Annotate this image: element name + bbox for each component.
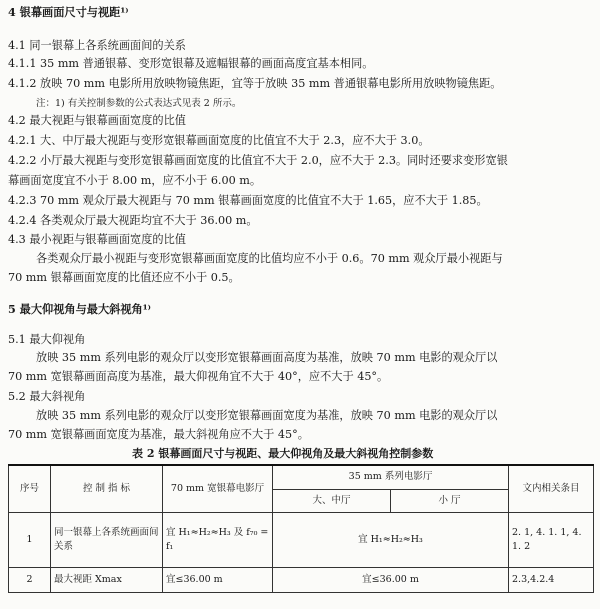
- table-row: [9, 513, 594, 568]
- row-2-no: 2: [9, 568, 51, 593]
- clause-4-2-2-cont: 幕画面宽度宜不小于 8.00 m，应不小于 6.00 m。: [8, 174, 262, 187]
- table-header-row-1: [9, 465, 594, 489]
- clause-5-2-text: 放映 35 mm 系列电影的观众厅以变形宽银幕画面宽度为基准，放映 70 mm 电影的观众厅以: [36, 409, 498, 422]
- clause-5-1-text-cont: 70 mm 宽银幕画面高度为基准，最大仰视角宜不大于 40°，应不大于 45°。: [8, 370, 389, 383]
- clause-4-3-text: 各类观众厅最小视距与变形宽银幕画面宽度的比值均应不小于 0.6。70 mm 观众厅最小视距与: [36, 252, 503, 265]
- row-2-ref: 2.3,4.2.4: [509, 568, 594, 593]
- clause-5-2-text-cont: 70 mm 宽银幕画面宽度为基准，最大斜视角应不大于 45°。: [8, 428, 309, 441]
- row-1-no: 1: [9, 513, 51, 568]
- table-caption: 表 2 银幕画面尺寸与视距、最大仰视角及最大斜视角控制参数: [132, 447, 434, 460]
- clause-5-1-text: 放映 35 mm 系列电影的观众厅以变形宽银幕画面高度为基准，放映 70 mm 电影的观众厅以: [36, 351, 498, 364]
- clause-4-1-2: 4.1.2 放映 70 mm 电影所用放映物镜焦距，宜等于放映 35 mm 普通银幕电影所用放映物镜焦距。: [8, 77, 502, 90]
- clause-4-2-1: 4.2.1 大、中厅最大视距与变形宽银幕画面宽度的比值宜不大于 2.3，应不大于 3.0。: [8, 134, 430, 147]
- parameter-table: [8, 464, 594, 593]
- footnote: 注：1) 有关控制参数的公式表达式见表 2 所示。: [36, 98, 242, 109]
- header-small-hall: 小 厅: [391, 489, 509, 512]
- row-1-ref: 2. 1, 4. 1. 1, 4. 1. 2: [509, 513, 594, 568]
- clause-4-3-text-cont: 70 mm 银幕画面宽度的比值还应不小于 0.5。: [8, 271, 240, 284]
- section-heading-5: 5 最大仰视角与最大斜视角¹⁾: [8, 302, 151, 316]
- row-1-35mm: 宜 H₁≈H₂≈H₃: [273, 513, 509, 568]
- header-70mm: 70 mm 宽银幕电影厅: [163, 465, 273, 513]
- header-no: 序号: [9, 465, 51, 513]
- clause-4-2-3: 4.2.3 70 mm 观众厅最大视距与 70 mm 银幕画面宽度的比值宜不大于 1.65，应不大于 1.85。: [8, 194, 488, 207]
- row-2-item: 最大视距 Xmax: [51, 568, 163, 593]
- clause-heading-4-2: 4.2 最大视距与银幕画面宽度的比值: [8, 114, 186, 127]
- header-large-hall: 大、中厅: [273, 489, 391, 512]
- header-ref: 文内相关条目: [509, 465, 594, 513]
- row-2-35mm: 宜≤36.00 m: [273, 568, 509, 593]
- clause-heading-4-3: 4.3 最小视距与银幕画面宽度的比值: [8, 233, 186, 246]
- row-1-item: 同一银幕上各系统画面间关系: [51, 513, 163, 568]
- row-2-70mm: 宜≤36.00 m: [163, 568, 273, 593]
- header-item: 控 制 指 标: [51, 465, 163, 513]
- row-1-70mm: 宜 H₁≈H₂≈H₃ 及 f₇₀ = f₁: [163, 513, 273, 568]
- header-35mm: 35 mm 系列电影厅: [273, 465, 509, 489]
- clause-4-2-2: 4.2.2 小厅最大视距与变形宽银幕画面宽度的比值宜不大于 2.0，应不大于 2.3。同时还要求变形宽银: [8, 154, 508, 167]
- clause-4-2-4: 4.2.4 各类观众厅最大视距均宜不大于 36.00 m。: [8, 214, 258, 227]
- clause-heading-5-2: 5.2 最大斜视角: [8, 390, 86, 403]
- table-row: [9, 568, 594, 593]
- section-heading-4: 4 银幕画面尺寸与视距¹⁾: [8, 5, 129, 19]
- clause-heading-4-1: 4.1 同一银幕上各系统画面间的关系: [8, 39, 186, 52]
- clause-heading-5-1: 5.1 最大仰视角: [8, 333, 86, 346]
- clause-4-1-1: 4.1.1 35 mm 普通银幕、变形宽银幕及遮幅银幕的画面高度宜基本相同。: [8, 57, 374, 70]
